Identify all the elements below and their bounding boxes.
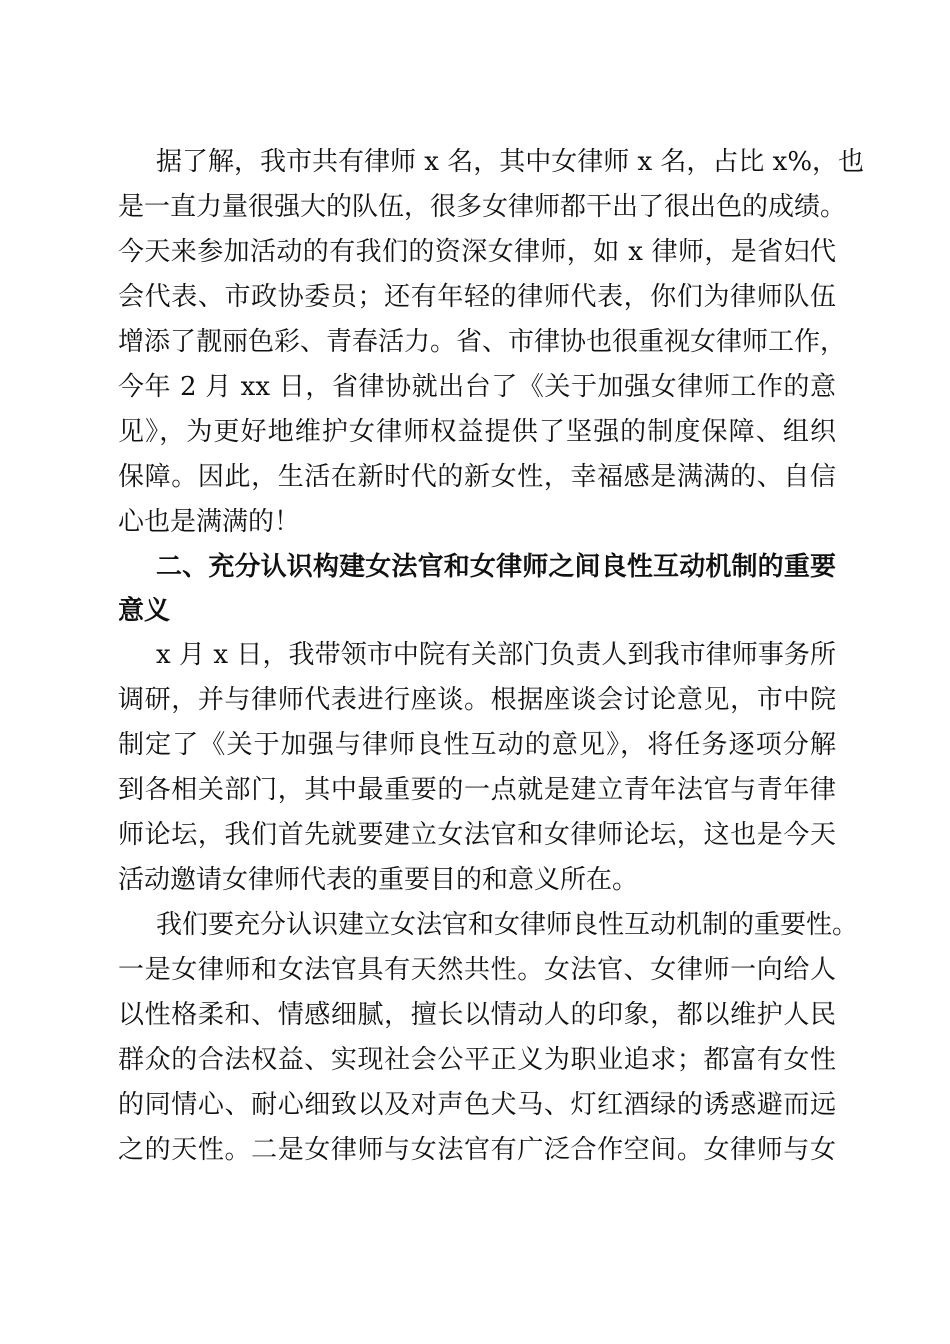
text-line: 今天来参加活动的有我们的资深女律师，如 x 律师，是省妇代 [118,237,836,267]
text-line: 心也是满满的！ [118,507,301,537]
text-line: 制定了《关于加强与律师良性互动的意见》，将任务逐项分解 [118,730,836,760]
text-line: 调研，并与律师代表进行座谈。根据座谈会讨论意见，市中院 [118,685,836,715]
paragraph-women-lawyers-overview [118,140,865,545]
text-line: 见》，为更好地维护女律师权益提供了坚强的制度保障、组织 [118,417,836,447]
text-line: 会代表、市政协委员；还有年轻的律师代表，你们为律师队伍 [118,282,836,312]
text-line: 的同情心、耐心细致以及对声色犬马、灯红酒绿的诱惑避而远 [118,1090,836,1120]
heading-line: 二、充分认识构建女法官和女律师之间良性互动机制的重要 [156,552,836,582]
text-line: 活动邀请女律师代表的重要目的和意义所在。 [118,865,639,895]
section-heading-2 [118,545,836,633]
text-line: 到各相关部门，其中最重要的一点就是建立青年法官与青年律 [118,775,836,805]
text-line: x 月 x 日，我带领市中院有关部门负责人到我市律师事务所 [156,640,836,670]
text-line: 我们要充分认识建立女法官和女律师良性互动机制的重要性。 [156,910,859,940]
text-line: 据了解，我市共有律师 x 名，其中女律师 x 名，占比 x%，也 [156,147,865,177]
paragraph-interaction-mechanism [118,903,859,1173]
text-line: 保障。因此，生活在新时代的新女性，幸福感是满满的、自信 [118,462,836,492]
text-line: 群众的合法权益、实现社会公平正义为职业追求；都富有女性 [118,1045,836,1075]
text-line: 以性格柔和、情感细腻，擅长以情动人的印象，都以维护人民 [118,1000,836,1030]
text-line: 一是女律师和女法官具有天然共性。女法官、女律师一向给人 [118,955,836,985]
text-line: 之的天性。二是女律师与女法官有广泛合作空间。女律师与女 [118,1135,836,1165]
text-line: 是一直力量很强大的队伍，很多女律师都干出了很出色的成绩。 [118,192,847,222]
paragraph-research-forum [118,633,836,903]
text-line: 增添了靓丽色彩、青春活力。省、市律协也很重视女律师工作， [118,327,847,357]
document-body [118,140,865,1173]
text-line: 师论坛，我们首先就要建立女法官和女律师论坛，这也是今天 [118,820,836,850]
heading-line: 意义 [118,596,171,626]
text-line: 今年 2 月 xx 日，省律协就出台了《关于加强女律师工作的意 [118,372,836,402]
